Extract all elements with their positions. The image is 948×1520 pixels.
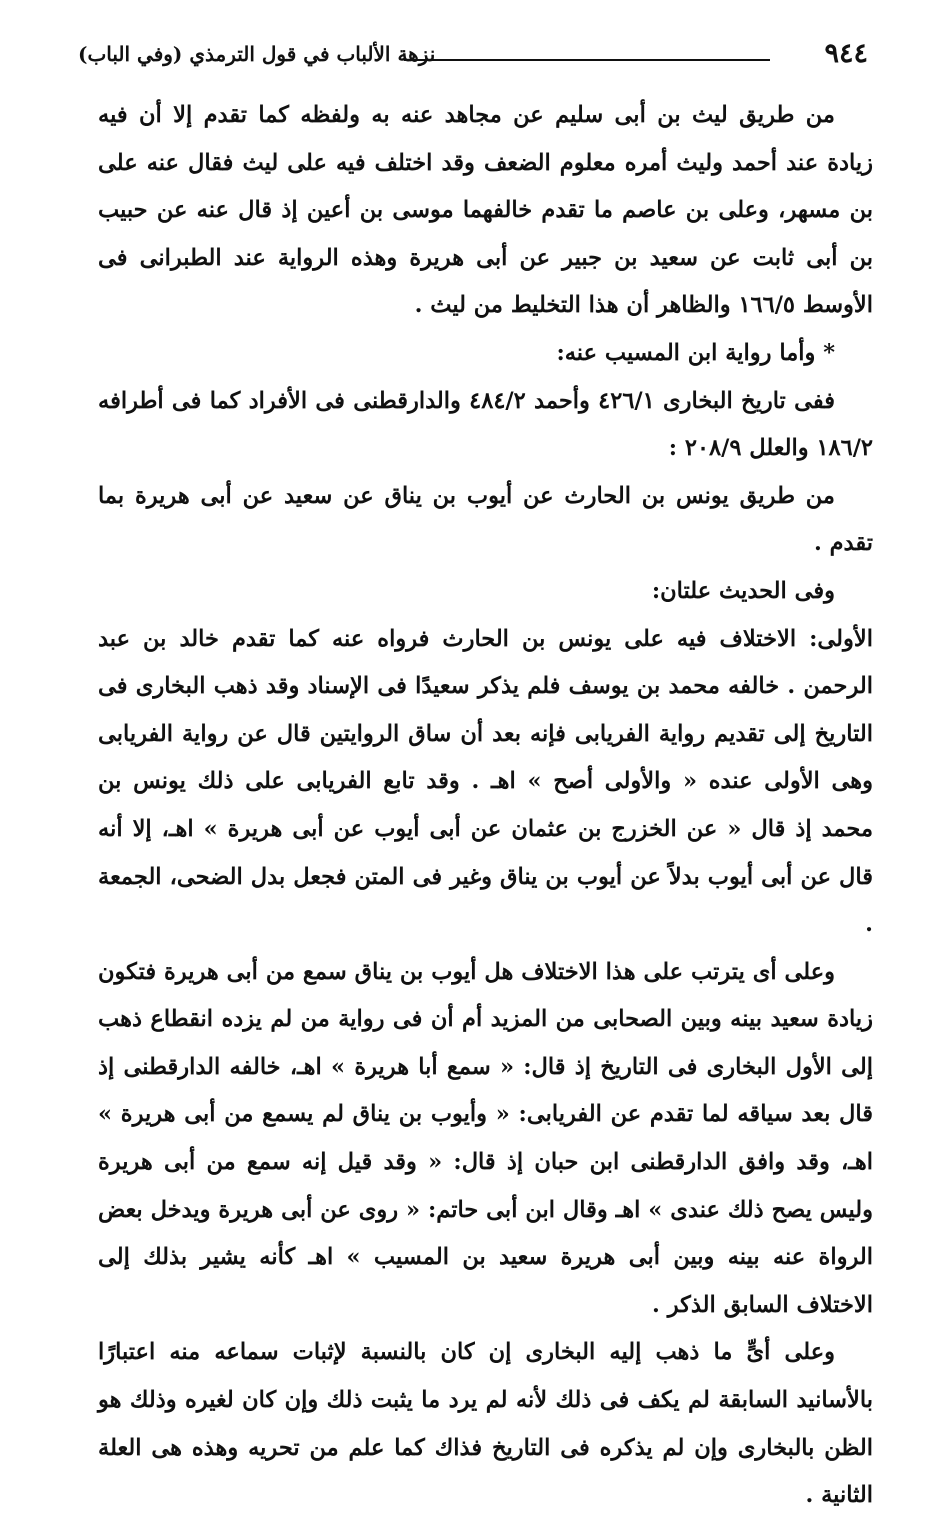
paragraph: وعلى أىٍّ ما ذهب إليه البخارى إن كان بالنسبة لإثبات سماعه منه اعتبارًا بالأسانيد السابقة لم يكف فى ذلك لأنه لم يرد ما يثبت ذلك وإن كان لغيره وذلك هو الظن بالبخارى وإن لم يذكره فى التاريخ فذاك كما علم من تحريه وهذه هى العلة الثانية . xyxy=(98,1339,873,1509)
paragraph: وعلى أى يترتب على هذا الاختلاف هل أيوب بن يناق سمع من أبى هريرة فتكون زيادة سعيد بينه وبين الصحابى من المزيد أم أن فى رواية من لم يزده انقطاع ذهب إلى الأول البخارى فى التاريخ إذ قال: « سمع أبا هريرة » اهـ، خالفه الدارقطنى إذ قال بعد سياقه لما تقدم عن الفريابى: « وأيوب بن يناق لم يسمع من أبى هريرة » اهـ، وقد وافق الدارقطنى ابن حبان إذ قال: « وقد قيل إنه سمع من أبى هريرة وليس يصح ذلك عندى » اهـ وقال ابن أبى حاتم: « روى عن أبى هريرة ويدخل بعض الرواة عنه بينه وبين أبى هريرة سعيد بن المسيب » اهـ كأنه يشير بذلك إلى الاختلاف السابق الذكر . xyxy=(98,958,873,1318)
page-header xyxy=(78,38,868,78)
header-rule xyxy=(404,59,770,61)
paragraph: من طريق ليث بن أبى سليم عن مجاهد عنه به ولفظه كما تقدم إلا أن فيه زيادة عند أحمد وليث أمره معلوم الضعف وقد اختلف فيه على ليث فقال عنه على بن مسهر، وعلى بن عاصم ما تقدم خالفهما موسى بن أعين إذ قال عنه عن حبيب بن أبى ثابت عن سعيد بن جبير عن أبى هريرة وهذه الرواية عند الطبرانى فى الأوسط ١٦٦/٥ والظاهر أن هذا التخليط من ليث . xyxy=(98,102,873,319)
body-text xyxy=(98,92,873,1520)
paragraph: ففى تاريخ البخارى ٤٢٦/١ وأحمد ٤٨٤/٢ والدارقطنى فى الأفراد كما فى أطرافه ١٨٦/٢ والعلل ٢٠٨/٩ : xyxy=(98,387,873,462)
section-heading: * وأما رواية ابن المسيب عنه: xyxy=(556,339,835,366)
paragraph: من طريق يونس بن الحارث عن أيوب بن يناق عن سعيد عن أبى هريرة بما تقدم . xyxy=(98,482,873,557)
paragraph: الأولى: الاختلاف فيه على يونس بن الحارث فرواه عنه كما تقدم خالد بن عبد الرحمن . خالفه محمد بن يوسف فلم يذكر سعيدًا فى الإسناد وقد ذهب البخارى فى التاريخ إلى تقديم رواية الفريابى فإنه بعد أن ساق الروايتين قال عن رواية الفريابى وهى الأولى عنده « والأولى أصح » اهـ . وقد تابع الفريابى على ذلك يونس بن محمد إذ قال « عن الخزرج بن عثمان عن أبى أيوب عن أبى هريرة » اهـ، إلا أنه قال عن أبى أيوب بدلاً عن أيوب بن يناق وغير فى المتن فجعل بدل الضحى، الجمعة . xyxy=(98,625,873,938)
paragraph: وفى الحديث علتان: xyxy=(651,577,835,604)
running-title: نزهة الألباب في قول الترمذي (وفي الباب) xyxy=(78,42,436,66)
page-number: ٩٤٤ xyxy=(824,38,868,69)
